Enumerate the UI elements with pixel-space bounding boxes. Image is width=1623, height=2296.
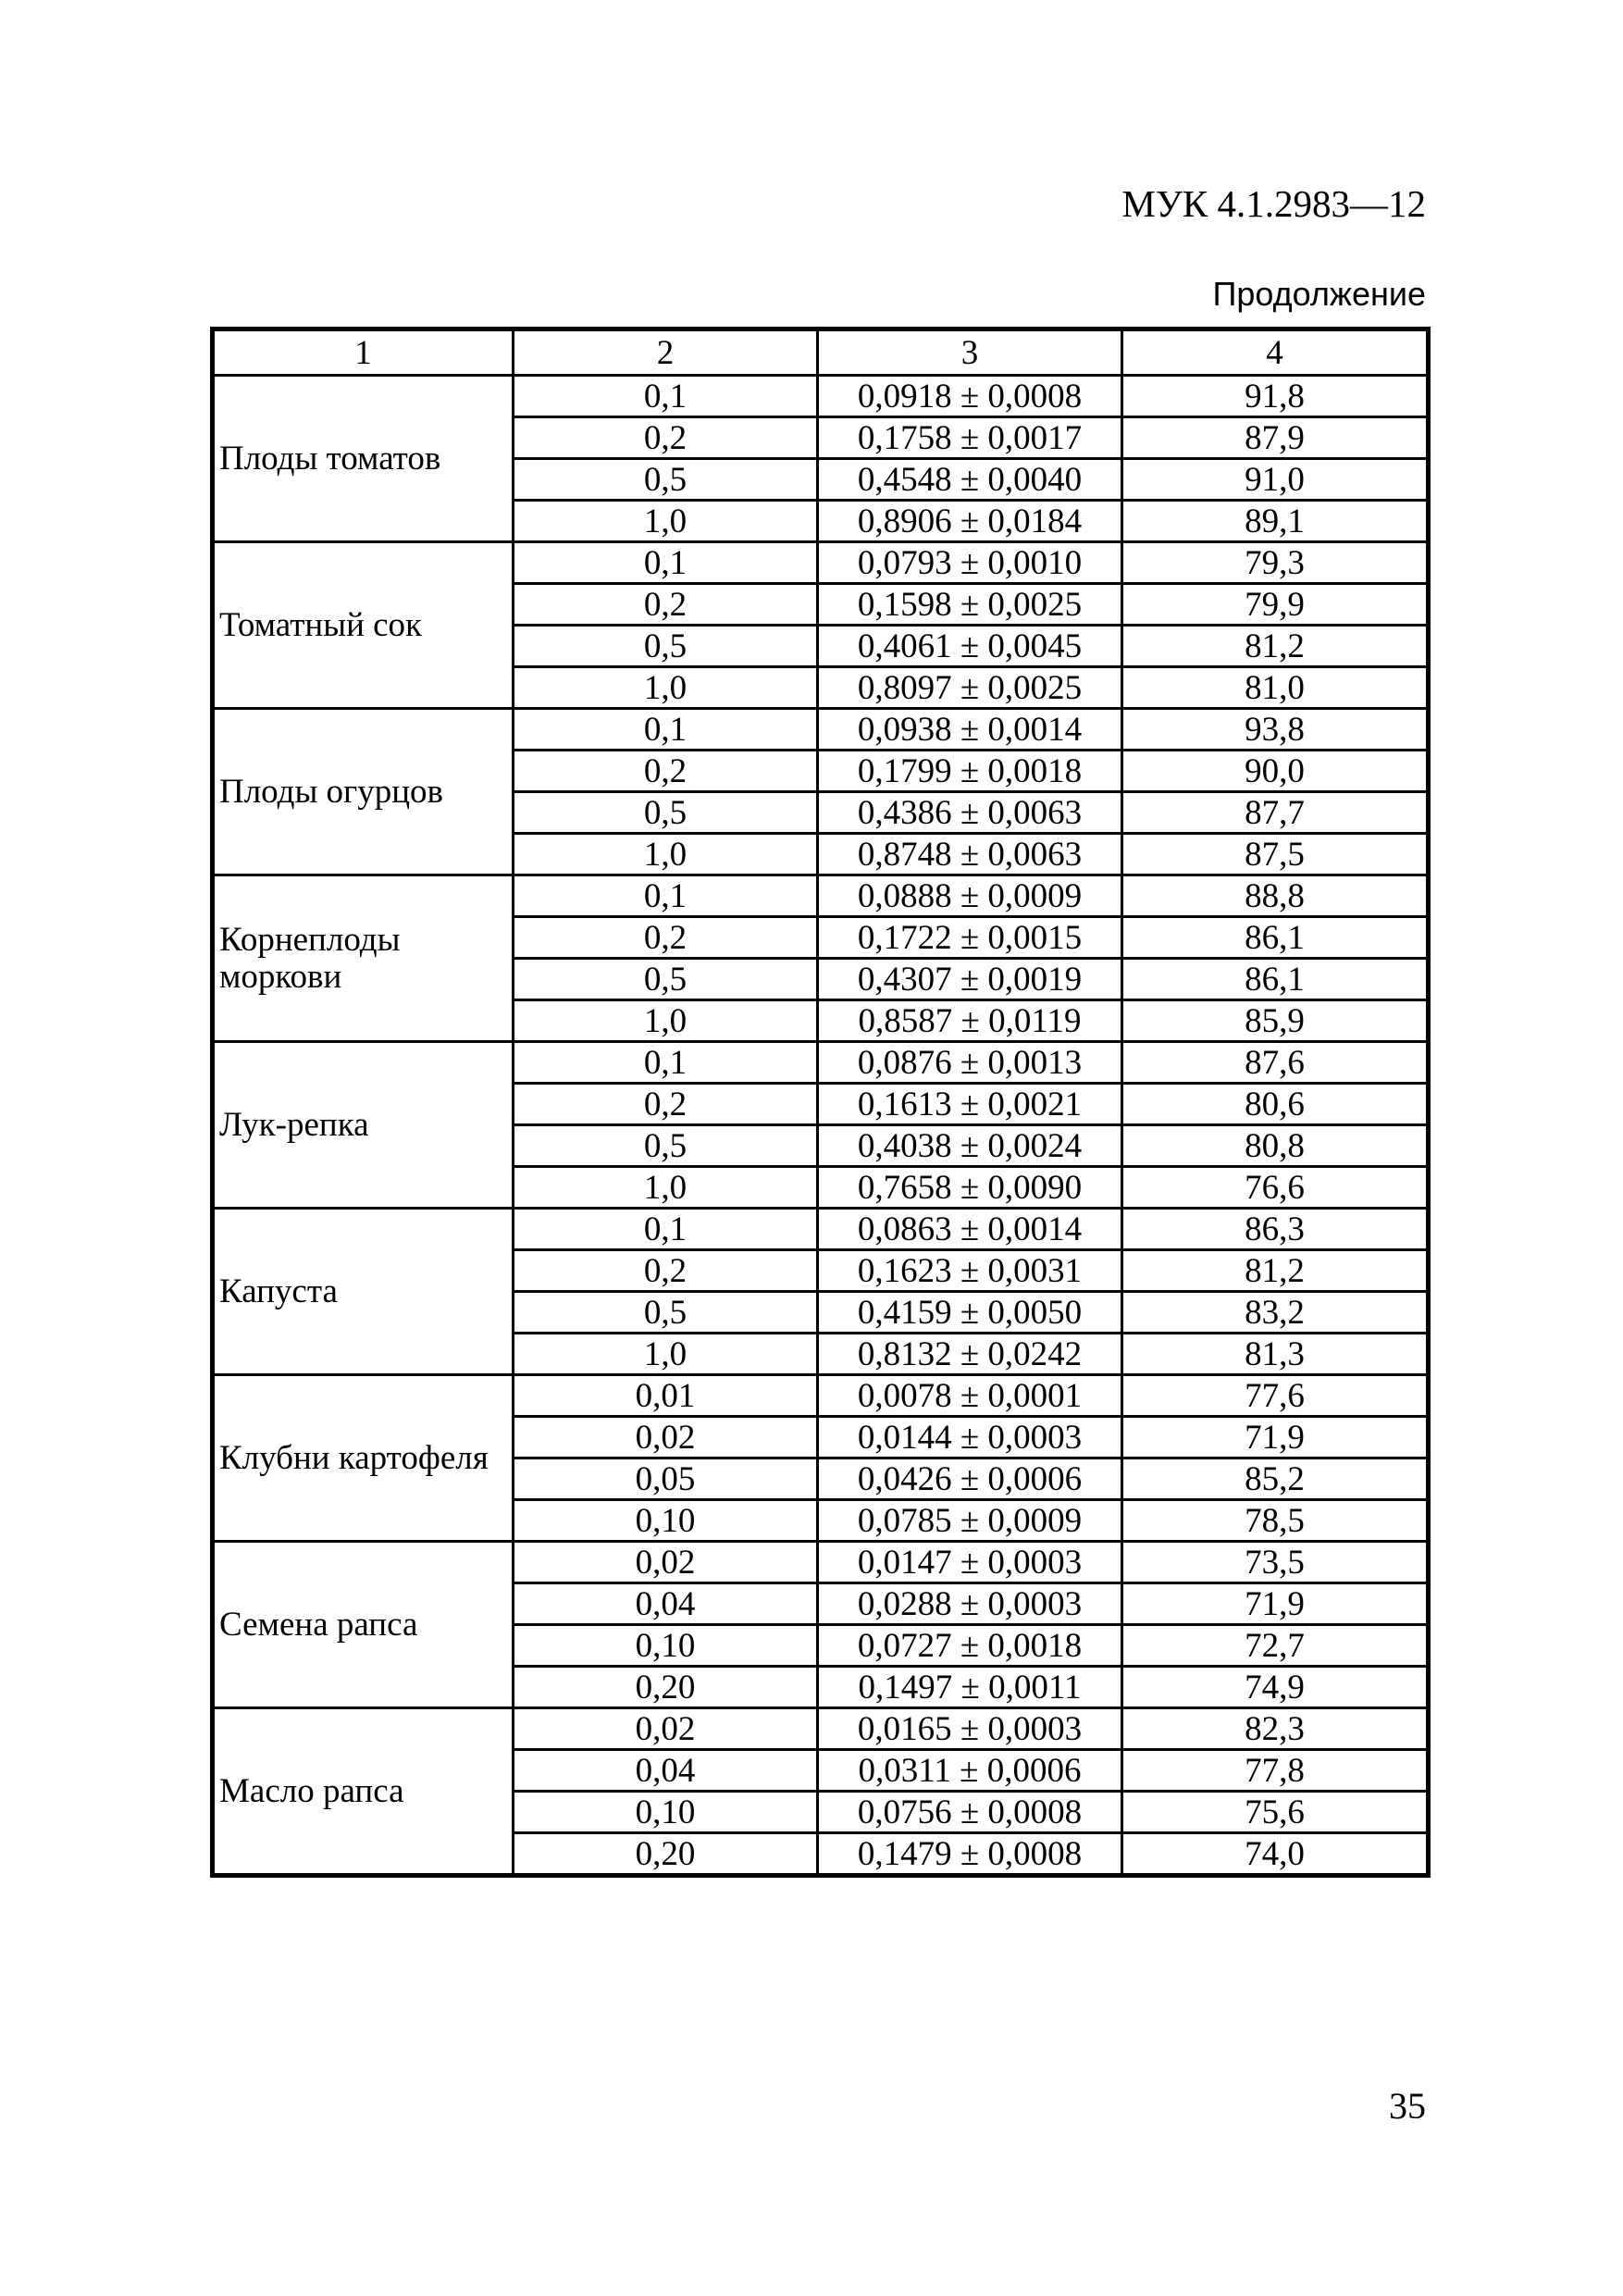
column-header: 2: [514, 329, 818, 376]
added-concentration-cell: 0,1: [514, 875, 818, 917]
recovery-percent-cell: 85,2: [1122, 1458, 1429, 1500]
added-concentration-cell: 0,10: [514, 1500, 818, 1542]
sample-name-cell: Лук-репка: [213, 1042, 514, 1209]
table-row: [213, 376, 1429, 417]
table-row: [213, 1209, 1429, 1250]
added-concentration-cell: 0,02: [514, 1542, 818, 1583]
recovery-percent-cell: 76,6: [1122, 1167, 1429, 1209]
recovery-percent-cell: 80,6: [1122, 1084, 1429, 1125]
added-concentration-cell: 0,2: [514, 417, 818, 459]
table-body: [213, 376, 1429, 1876]
added-concentration-cell: 1,0: [514, 1167, 818, 1209]
found-concentration-cell: 0,4307 ± 0,0019: [818, 959, 1122, 1000]
added-concentration-cell: 0,5: [514, 792, 818, 834]
recovery-percent-cell: 77,8: [1122, 1750, 1429, 1792]
added-concentration-cell: 1,0: [514, 501, 818, 542]
found-concentration-cell: 0,0918 ± 0,0008: [818, 376, 1122, 417]
recovery-percent-cell: 72,7: [1122, 1625, 1429, 1667]
added-concentration-cell: 1,0: [514, 834, 818, 875]
recovery-percent-cell: 86,3: [1122, 1209, 1429, 1250]
found-concentration-cell: 0,0756 ± 0,0008: [818, 1792, 1122, 1833]
found-concentration-cell: 0,0144 ± 0,0003: [818, 1417, 1122, 1458]
sample-name-cell: Семена рапса: [213, 1542, 514, 1708]
found-concentration-cell: 0,1722 ± 0,0015: [818, 917, 1122, 959]
found-concentration-cell: 0,1479 ± 0,0008: [818, 1833, 1122, 1876]
added-concentration-cell: 0,20: [514, 1667, 818, 1708]
recovery-percent-cell: 91,8: [1122, 376, 1429, 417]
recovery-percent-cell: 81,0: [1122, 667, 1429, 709]
found-concentration-cell: 0,0147 ± 0,0003: [818, 1542, 1122, 1583]
added-concentration-cell: 0,5: [514, 959, 818, 1000]
added-concentration-cell: 0,01: [514, 1375, 818, 1417]
found-concentration-cell: 0,0863 ± 0,0014: [818, 1209, 1122, 1250]
sample-name-cell: Масло рапса: [213, 1708, 514, 1876]
recovery-percent-cell: 79,9: [1122, 584, 1429, 626]
sample-name-cell: Корнеплоды моркови: [213, 875, 514, 1042]
found-concentration-cell: 0,8097 ± 0,0025: [818, 667, 1122, 709]
added-concentration-cell: 0,2: [514, 1250, 818, 1292]
found-concentration-cell: 0,4548 ± 0,0040: [818, 459, 1122, 501]
added-concentration-cell: 0,1: [514, 376, 818, 417]
document-code: МУК 4.1.2983—12: [1121, 182, 1426, 225]
found-concentration-cell: 0,8748 ± 0,0063: [818, 834, 1122, 875]
found-concentration-cell: 0,0426 ± 0,0006: [818, 1458, 1122, 1500]
recovery-percent-cell: 87,6: [1122, 1042, 1429, 1084]
recovery-percent-cell: 85,9: [1122, 1000, 1429, 1042]
recovery-percent-cell: 86,1: [1122, 917, 1429, 959]
recovery-percent-cell: 81,2: [1122, 626, 1429, 667]
recovery-percent-cell: 71,9: [1122, 1583, 1429, 1625]
sample-name-cell: Плоды огурцов: [213, 709, 514, 875]
found-concentration-cell: 0,8587 ± 0,0119: [818, 1000, 1122, 1042]
found-concentration-cell: 0,0165 ± 0,0003: [818, 1708, 1122, 1750]
sample-name-cell: Томатный сок: [213, 542, 514, 709]
recovery-percent-cell: 77,6: [1122, 1375, 1429, 1417]
added-concentration-cell: 0,05: [514, 1458, 818, 1500]
table-row: [213, 1375, 1429, 1417]
added-concentration-cell: 0,1: [514, 1042, 818, 1084]
table-row: [213, 1542, 1429, 1583]
added-concentration-cell: 0,2: [514, 751, 818, 792]
found-concentration-cell: 0,0876 ± 0,0013: [818, 1042, 1122, 1084]
column-header: 3: [818, 329, 1122, 376]
recovery-percent-cell: 73,5: [1122, 1542, 1429, 1583]
found-concentration-cell: 0,0785 ± 0,0009: [818, 1500, 1122, 1542]
found-concentration-cell: 0,4386 ± 0,0063: [818, 792, 1122, 834]
found-concentration-cell: 0,0793 ± 0,0010: [818, 542, 1122, 584]
found-concentration-cell: 0,1799 ± 0,0018: [818, 751, 1122, 792]
table-header-row: [213, 329, 1429, 376]
added-concentration-cell: 0,5: [514, 459, 818, 501]
found-concentration-cell: 0,0288 ± 0,0003: [818, 1583, 1122, 1625]
table-row: [213, 542, 1429, 584]
recovery-percent-cell: 87,5: [1122, 834, 1429, 875]
table-row: [213, 1708, 1429, 1750]
found-concentration-cell: 0,4159 ± 0,0050: [818, 1292, 1122, 1334]
found-concentration-cell: 0,1623 ± 0,0031: [818, 1250, 1122, 1292]
found-concentration-cell: 0,1758 ± 0,0017: [818, 417, 1122, 459]
added-concentration-cell: 0,04: [514, 1750, 818, 1792]
recovery-percent-cell: 90,0: [1122, 751, 1429, 792]
recovery-percent-cell: 86,1: [1122, 959, 1429, 1000]
found-concentration-cell: 0,0078 ± 0,0001: [818, 1375, 1122, 1417]
sample-name-cell: Плоды томатов: [213, 376, 514, 542]
added-concentration-cell: 0,1: [514, 709, 818, 751]
added-concentration-cell: 0,04: [514, 1583, 818, 1625]
found-concentration-cell: 0,4038 ± 0,0024: [818, 1125, 1122, 1167]
added-concentration-cell: 1,0: [514, 1000, 818, 1042]
recovery-percent-cell: 89,1: [1122, 501, 1429, 542]
found-concentration-cell: 0,8132 ± 0,0242: [818, 1334, 1122, 1375]
recovery-percent-cell: 88,8: [1122, 875, 1429, 917]
recovery-percent-cell: 91,0: [1122, 459, 1429, 501]
recovery-percent-cell: 78,5: [1122, 1500, 1429, 1542]
results-table: [210, 327, 1431, 1878]
recovery-percent-cell: 79,3: [1122, 542, 1429, 584]
found-concentration-cell: 0,1613 ± 0,0021: [818, 1084, 1122, 1125]
added-concentration-cell: 0,2: [514, 917, 818, 959]
added-concentration-cell: 0,1: [514, 542, 818, 584]
recovery-percent-cell: 93,8: [1122, 709, 1429, 751]
found-concentration-cell: 0,8906 ± 0,0184: [818, 501, 1122, 542]
recovery-percent-cell: 71,9: [1122, 1417, 1429, 1458]
found-concentration-cell: 0,1497 ± 0,0011: [818, 1667, 1122, 1708]
column-header: 4: [1122, 329, 1429, 376]
added-concentration-cell: 0,2: [514, 1084, 818, 1125]
recovery-percent-cell: 81,3: [1122, 1334, 1429, 1375]
recovery-percent-cell: 81,2: [1122, 1250, 1429, 1292]
recovery-percent-cell: 87,7: [1122, 792, 1429, 834]
recovery-percent-cell: 80,8: [1122, 1125, 1429, 1167]
found-concentration-cell: 0,1598 ± 0,0025: [818, 584, 1122, 626]
added-concentration-cell: 0,20: [514, 1833, 818, 1876]
added-concentration-cell: 1,0: [514, 667, 818, 709]
added-concentration-cell: 0,10: [514, 1625, 818, 1667]
recovery-percent-cell: 82,3: [1122, 1708, 1429, 1750]
added-concentration-cell: 0,5: [514, 626, 818, 667]
added-concentration-cell: 0,1: [514, 1209, 818, 1250]
recovery-percent-cell: 87,9: [1122, 417, 1429, 459]
found-concentration-cell: 0,0727 ± 0,0018: [818, 1625, 1122, 1667]
column-header: 1: [213, 329, 514, 376]
table-row: [213, 1042, 1429, 1084]
recovery-percent-cell: 74,0: [1122, 1833, 1429, 1876]
recovery-percent-cell: 74,9: [1122, 1667, 1429, 1708]
page-number: 35: [1389, 2085, 1426, 2127]
found-concentration-cell: 0,0938 ± 0,0014: [818, 709, 1122, 751]
table-row: [213, 875, 1429, 917]
added-concentration-cell: 1,0: [514, 1334, 818, 1375]
sample-name-cell: Капуста: [213, 1209, 514, 1375]
added-concentration-cell: 0,5: [514, 1125, 818, 1167]
added-concentration-cell: 0,10: [514, 1792, 818, 1833]
sample-name-cell: Клубни картофеля: [213, 1375, 514, 1542]
table-row: [213, 709, 1429, 751]
added-concentration-cell: 0,5: [514, 1292, 818, 1334]
added-concentration-cell: 0,2: [514, 584, 818, 626]
found-concentration-cell: 0,4061 ± 0,0045: [818, 626, 1122, 667]
added-concentration-cell: 0,02: [514, 1708, 818, 1750]
recovery-percent-cell: 83,2: [1122, 1292, 1429, 1334]
continuation-label: Продолжение: [1212, 275, 1426, 313]
added-concentration-cell: 0,02: [514, 1417, 818, 1458]
found-concentration-cell: 0,7658 ± 0,0090: [818, 1167, 1122, 1209]
recovery-percent-cell: 75,6: [1122, 1792, 1429, 1833]
found-concentration-cell: 0,0888 ± 0,0009: [818, 875, 1122, 917]
found-concentration-cell: 0,0311 ± 0,0006: [818, 1750, 1122, 1792]
